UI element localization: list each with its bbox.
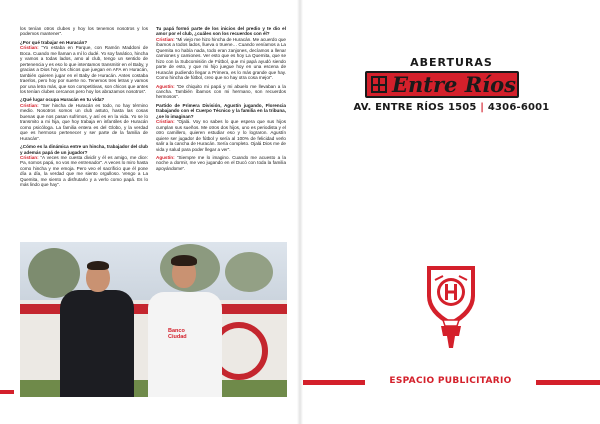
article-photo	[20, 242, 287, 397]
ad-brand-sign	[365, 71, 519, 98]
ad-address: AV. ENTRE RÍOS 1505	[353, 102, 477, 113]
son-hair	[171, 255, 197, 266]
speaker-name: Cristian:	[156, 36, 175, 42]
answer-text: “Yo estaba en Parque, con Ramón Maddoni de Boca. Cuando me llaman a mí lo dudé. Yo soy fanático, hincha y vamos a todas lados, amo al club, tengo un sentido de pertenencia y es eso lo que intentamos transmitir en el Baby, y gracias a Dios hoy los chicos que juegan en AFA en Huracán, también quieren jugar en el Baby de Huracán. Antes costaba traerlos, pero hoy por suerte no. Tenemos tres letras y vamos por una letra más, que son competitivas, son chicos que antes los tenían clubes cercanos pero hoy los abrazamos nosotros”.	[20, 45, 148, 94]
answer-text: “A veces me cuesta dividir y él es amigo, me dice: Pa, somos papá, no vos me entrenador”. A veces lo miro hasta como hincha y me emoja. Pero veo el sacrificio que él pone día a día, la verdad que me siento orgulloso. Vengo a La Quemita, me siento a disfrutarlo y a verlo como papá. Es lo más lindo que hay”.	[20, 154, 148, 188]
page-edge-mark	[0, 390, 14, 394]
ad-label-bar-left	[303, 380, 365, 385]
interview-question: ¿Por qué trabajar en Huracán?	[20, 39, 88, 45]
article-column-1	[20, 26, 148, 191]
article-paragraph	[20, 144, 148, 188]
article-paragraph	[156, 103, 286, 152]
window-icon	[371, 76, 387, 93]
speaker-name: Agustín:	[156, 83, 175, 89]
speaker-name: Cristian:	[20, 102, 39, 108]
article-column-2	[156, 26, 286, 174]
ad-space-label: ESPACIO PUBLICITARIO	[389, 376, 512, 386]
speaker-name: Cristian:	[20, 45, 39, 51]
jersey-sponsor	[168, 328, 187, 340]
father-jacket	[60, 290, 134, 397]
article-paragraph	[156, 84, 286, 100]
article-paragraph	[20, 26, 148, 37]
ad-phone: 4306-6001	[487, 102, 550, 113]
answer-text: “Ser hincha de Huracán es todo, no hay término medio. Nosotros somos un club astuto, hasta las cosas buenas que nos pasan sufrimos, y así es en la vida. Yo se lo transmito a mi hija, que hoy trabaja en infantiles de Huracán como psicóloga. La familia entera es del Globo, y la verdad que es hermoso pertenecer y ser parte de la familia de Huracán”.	[20, 102, 148, 141]
interview-question: Partido de Primera División, Agustín jugando, Florencia trabajando con el Cuerpo Técnico y la familia en la tribuna, ¿se lo imaginan?	[156, 102, 286, 119]
jersey-sponsor-line1: Banco	[168, 328, 185, 334]
ad-label-bar-right	[536, 380, 600, 385]
advertisement	[303, 0, 600, 424]
article-paragraph	[20, 40, 148, 95]
article-paragraph	[156, 26, 286, 81]
ad-contact	[303, 102, 600, 113]
interview-question: ¿Qué lugar ocupa Huracán en tu vida?	[20, 97, 105, 103]
answer-text: “Ojalá. Voy no sabes lo que espera que sus hijos cumplan sus sueños. Me otros dos hijos, uno es periodista y el otro camillero, quieren estudiar eso y lo lograron. Agustín quiere ser jugador de fútbol y sería al 100% de felicidad verlo salir a la cancha de Huracán. Sería completo. Ojalá Dios me de vida y salud para poder llegar a ver”.	[156, 119, 286, 152]
answer-text: “De chiquito mi papá y mi abuelo me llevaban a la cancha. También íbamos con mi hermano, son recuerdos hermosos”.	[156, 83, 286, 100]
answer-text: “Siempre me lo imagino. Cuando me acuesto a la noche a dormir, me veo jugando en el Ducó con toda la familia apoyándome”.	[156, 154, 287, 171]
son-jersey	[148, 292, 222, 397]
speaker-name: Cristian:	[20, 154, 39, 160]
ad-brand-name: Entre Ríos	[392, 72, 516, 97]
ad-separator: |	[480, 102, 485, 113]
photo-tree	[225, 252, 273, 292]
interview-question: ¿Cómo es la dinámica entre un hincha, trabajador del club y además papá de un jugador?	[20, 144, 148, 155]
speaker-name: Agustín:	[156, 154, 175, 160]
answer-text: “Mi viejo me hizo hincha de Huracán. Me acuerdo que íbamos a todos lados, llueva o truene… Cuando veníamos a La Quemita no había nada, todo eran zanjones, decíamos a llenar camiones y camiones. Ver esto que es hoy La Quemita, que se hizo con la Subcomisión de Fútbol, que mi papá ayudó siendo parte de esto, y que mi hijo juegue hoy en una escena de Huracán pudiendo llegar a Primera, es lo más grande que hay. Como hincha de fútbol, creo que no hay otra cosa mejor”.	[156, 36, 286, 81]
article-paragraph	[20, 97, 148, 141]
ad-title: ABERTURAS	[410, 56, 493, 69]
father-hair	[87, 261, 109, 270]
huracan-shield-icon	[421, 262, 481, 354]
answer-text: los tenían otros clubes y hoy los tenemos nosotros y los podemos mantener”.	[20, 26, 148, 37]
speaker-name: Cristian:	[156, 119, 175, 125]
article-paragraph	[156, 155, 286, 171]
jersey-sponsor-line2: Ciudad	[168, 334, 187, 340]
interview-question: Tu papá formó parte de los inicios del predio y te dio el amor por el club, ¿cuáles son los recuerdos con él?	[156, 26, 286, 37]
